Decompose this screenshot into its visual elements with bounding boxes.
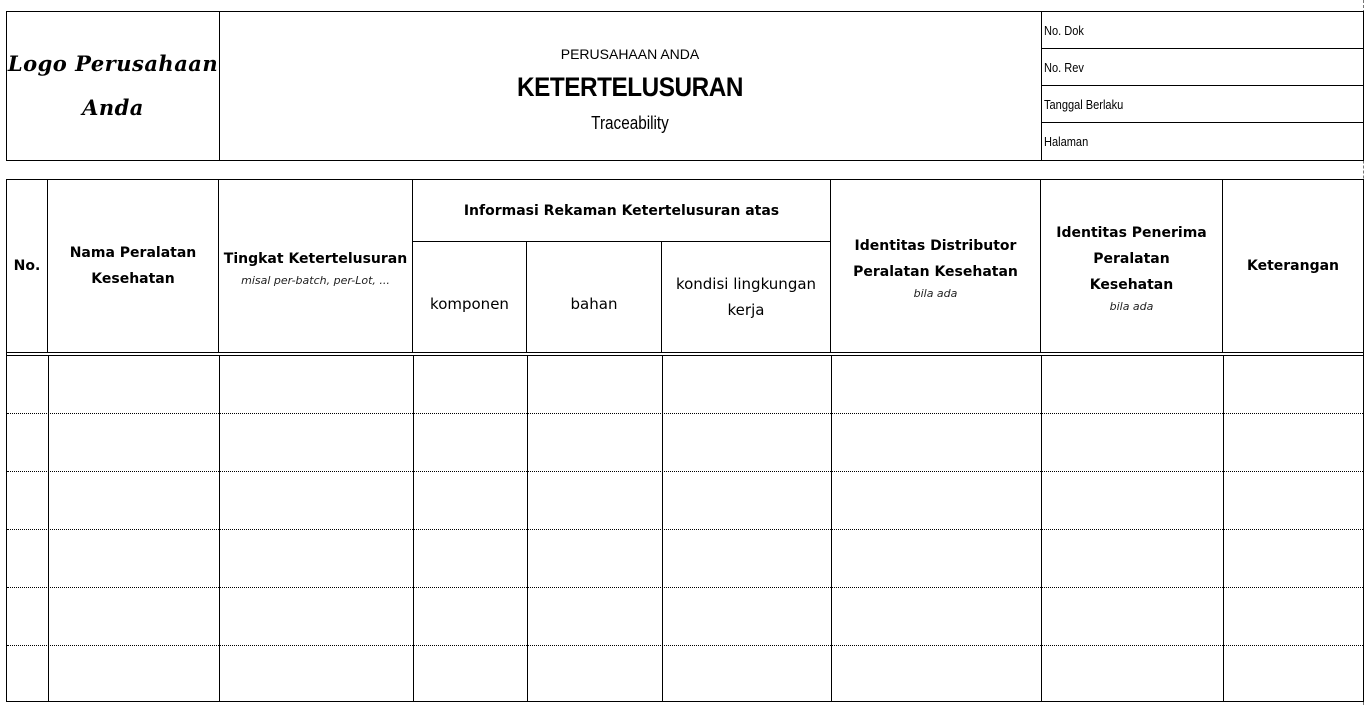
logo-line-1: Logo Perusahaan	[7, 51, 219, 76]
company-name: PERUSAHAAN ANDA	[560, 46, 700, 62]
column-divider	[1223, 356, 1224, 701]
col-no: No.	[7, 180, 48, 352]
col-informasi-rekaman: Informasi Rekaman Ketertelusuran atas	[413, 180, 831, 242]
col-identitas-penerima: Identitas Penerima Peralatan Kesehatan bila ada	[1041, 180, 1223, 352]
meta-no-rev: No. Rev	[1041, 49, 1363, 86]
column-divider	[662, 356, 663, 701]
col-bahan: bahan	[527, 242, 662, 352]
column-divider	[413, 356, 414, 701]
column-divider	[219, 356, 220, 701]
table-row[interactable]	[7, 646, 1363, 701]
document-meta	[1041, 12, 1363, 160]
meta-halaman: Halaman	[1044, 134, 1089, 149]
document-subtitle: Traceability	[591, 113, 669, 133]
meta-no-dok: No. Dok	[1041, 12, 1363, 49]
traceability-table	[6, 179, 1364, 702]
table-row[interactable]	[7, 472, 1363, 530]
logo-placeholder	[7, 12, 220, 160]
col-keterangan: Keterangan	[1246, 258, 1340, 274]
col-penerima-note: bila ada	[1109, 299, 1154, 313]
col-identitas-distributor: Identitas Distributor Peralatan Kesehatan bila ada	[831, 180, 1041, 352]
column-divider	[48, 356, 49, 701]
table-body	[7, 356, 1363, 701]
table-row[interactable]	[7, 588, 1363, 646]
col-kondisi-lingkungan: kondisi lingkungan kerja	[662, 242, 831, 352]
document-title: KETERTELUSURAN	[517, 72, 743, 102]
table-row[interactable]	[7, 414, 1363, 472]
meta-tanggal-berlaku: Tanggal Berlaku	[1041, 86, 1363, 123]
column-divider	[831, 356, 832, 701]
col-nama-peralatan: Nama Peralatan Kesehatan	[48, 180, 219, 352]
document-header	[6, 11, 1364, 161]
column-divider	[527, 356, 528, 701]
col-komponen: komponen	[413, 242, 527, 352]
col-tingkat-ketertelusuran: Tingkat Ketertelusuran misal per-batch, per-Lot, ...	[219, 180, 413, 352]
column-divider	[1041, 356, 1042, 701]
title-block	[219, 12, 1042, 160]
logo-line-2: Anda	[82, 95, 144, 120]
table-row[interactable]	[7, 356, 1363, 414]
col-distributor-note: bila ada	[913, 286, 958, 300]
table-row[interactable]	[7, 530, 1363, 588]
col-tingkat-note: misal per-batch, per-Lot, ...	[241, 273, 390, 287]
